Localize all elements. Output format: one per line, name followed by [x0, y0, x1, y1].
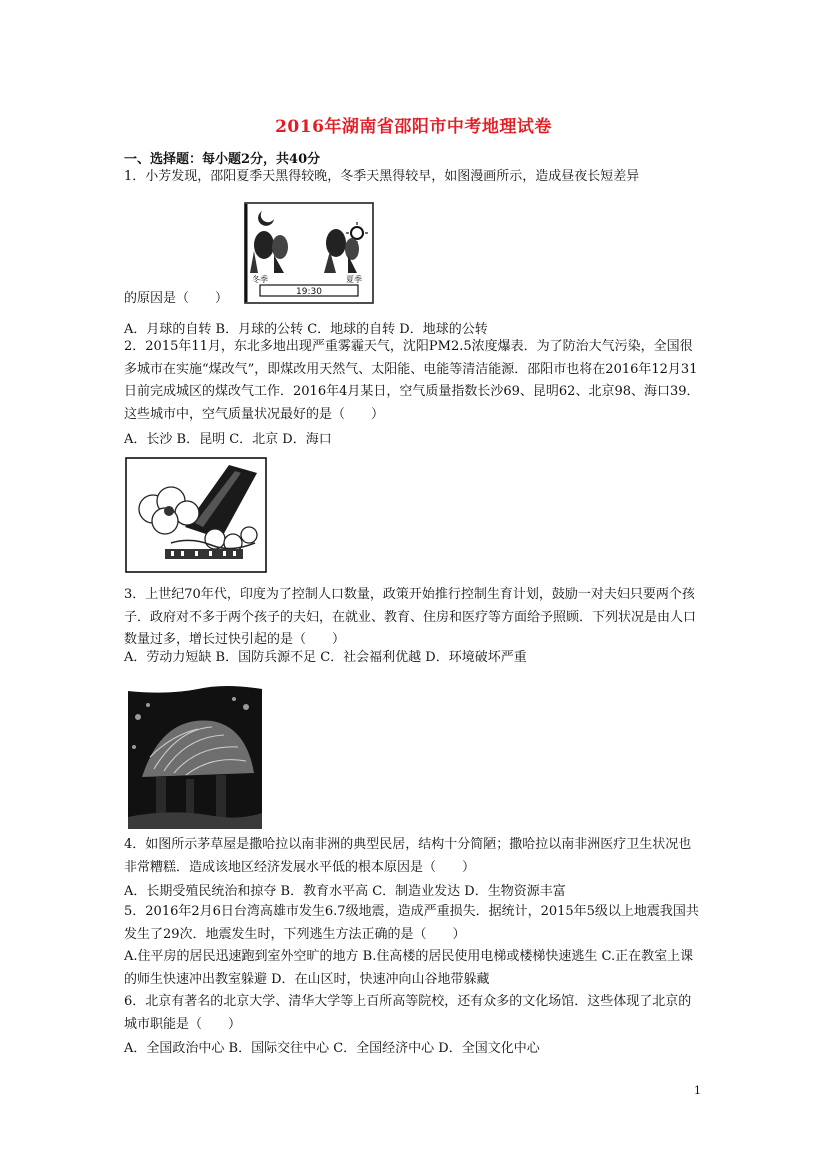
question-1-cartoon [244, 189, 374, 305]
page-number: 1 [694, 1084, 701, 1097]
page-title: 2016年湖南省邵阳市中考地理试卷 [275, 117, 552, 137]
section-heading: 一、选择题：每小题2分，共40分 [124, 152, 321, 167]
question-1-options: A．月球的自转 B．月球的公转 C．地球的自转 D．地球的公转 [124, 322, 488, 337]
summer-label: 夏季 [346, 275, 362, 284]
question-6-options: A．全国政治中心 B．国际交往中心 C．全国经济中心 D．全国文化中心 [124, 1041, 540, 1056]
question-3-options: A．劳动力短缺 B．国防兵源不足 C．社会福利优越 D．环境破坏严重 [124, 650, 527, 665]
question-2-text: 2．2015年11月，东北多地出现严重雾霾天气，沈阳PM2.5浓度爆表．为了防治大气污染，全国很多城市在实施“煤改气”，即煤改用天然气、太阳能、电能等清洁能源．邵阳市也将在2016年12月31日前完成城区的煤改气工作．2016年4月某日，空气质量指数长沙69、昆明62、北京98、海口39．这些城市中，空气质量状况最好的是（ ） [124, 339, 700, 422]
question-5-text: 5．2016年2月6日台湾高雄市发生6.7级地震，造成严重损失．据统计，2015年5级以上地震我国共发生了29次．地震发生时，下列逃生方法正确的是（ ） [124, 904, 699, 942]
question-2-options: A．长沙 B．昆明 C．北京 D．海口 [124, 432, 332, 447]
question-6-text: 6．北京有著名的北京大学、清华大学等上百所高等院校，还有众多的文化场馆．这些体现了北京的城市职能是（ ） [124, 994, 692, 1032]
clock-readout: 19:30 [296, 287, 322, 297]
question-4-hut-photo [128, 677, 262, 829]
question-2-smog-cartoon [125, 457, 267, 573]
question-4-text: 4．如图所示茅草屋是撒哈拉以南非洲的典型民居，结构十分简陋；撒哈拉以南非洲医疗卫生状况也非常糟糕．造成该地区经济发展水平低的根本原因是（ ） [124, 837, 692, 875]
question-4-options: A．长期受殖民统治和掠夺 B．教育水平高 C．制造业发达 D．生物资源丰富 [124, 884, 566, 899]
question-3-text: 3．上世纪70年代，印度为了控制人口数量，政策开始推行控制生育计划，鼓励一对夫妇只要两个孩子．政府对不多于两个孩子的夫妇，在就业、教育、住房和医疗等方面给予照顾．下列状况是由人口数量过多，增长过快引起的是（ ） [124, 587, 697, 647]
question-5-options: A.住平房的居民迅速跑到室外空旷的地方 B.住高楼的居民使用电梯或楼梯快速逃生 C.正在教室上课的师生快速冲出教室躲避 D．在山区时，快速冲向山谷地带躲藏 [124, 949, 694, 987]
winter-label: 冬季 [252, 275, 268, 284]
question-1-text-line2: 的原因是（ ） [124, 291, 229, 306]
question-1-text-line1: 1．小芳发现，邵阳夏季天黑得较晚，冬季天黑得较早，如图漫画所示，造成昼夜长短差异 [124, 169, 640, 184]
